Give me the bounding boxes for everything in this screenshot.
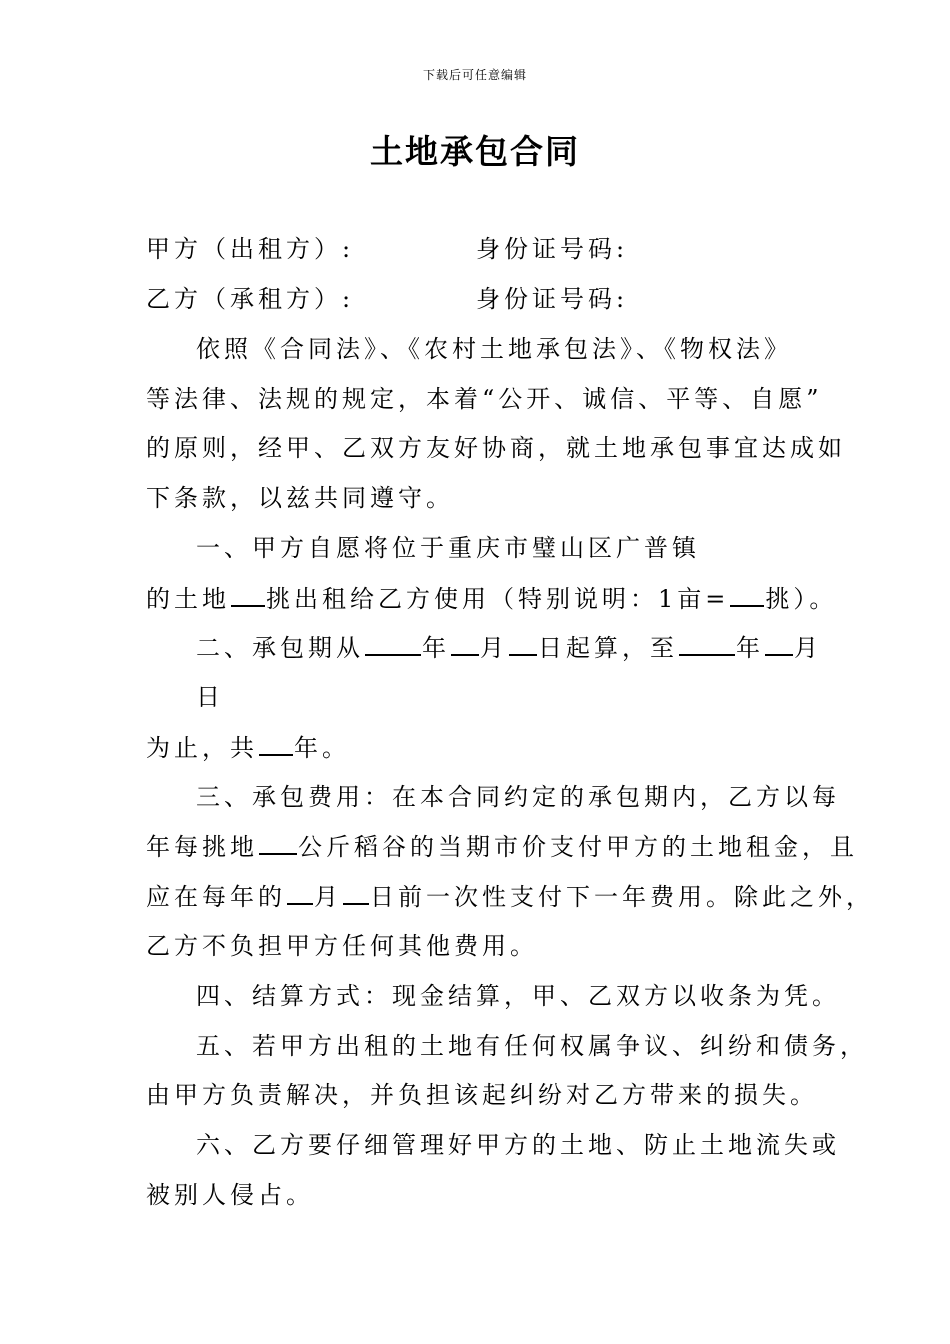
clause-3-line: 三、承包费用：在本合同约定的承包期内，乙方以每 — [196, 783, 840, 811]
clause-2-text: 月 — [480, 634, 508, 662]
party-a-label: 甲方（出租方）: — [146, 235, 355, 263]
blank-field — [259, 732, 293, 756]
clause-3-line — [146, 881, 874, 912]
preamble-line: 等法律、法规的规定，本着“公开、诚信、平等、自愿” — [146, 385, 823, 413]
blank-field — [679, 632, 735, 656]
clause-3-line: 乙方不负担甲方任何其他费用。 — [146, 932, 538, 960]
clause-3-text: 公斤稻谷的当期市价支付甲方的土地租金，且 — [298, 833, 858, 861]
document-title: 土地承包合同 — [370, 132, 580, 171]
party-b-label: 乙方（承租方）: — [146, 285, 355, 313]
clause-3-text: 应在每年的 — [146, 883, 286, 911]
clause-1-line — [146, 583, 837, 614]
clause-5-line: 五、若甲方出租的土地有任何权属争议、纠纷和债务， — [196, 1032, 868, 1060]
blank-field — [451, 632, 479, 656]
header-note: 下载后可任意编辑 — [422, 68, 527, 82]
clause-1-text: 挑出租给乙方使用（特别说明：1亩= — [266, 585, 730, 613]
preamble-line: 下条款，以兹共同遵守。 — [146, 484, 454, 512]
preamble-line: 的原则，经甲、乙双方友好协商，就土地承包事宜达成如 — [146, 434, 846, 462]
clause-2-line — [196, 632, 822, 663]
clause-2-text: 年。 — [294, 734, 350, 762]
clause-6-line: 被别人侵占。 — [146, 1181, 314, 1209]
blank-field — [730, 583, 764, 607]
clause-2-text: 年 — [422, 634, 450, 662]
blank-field — [509, 632, 537, 656]
blank-field — [365, 632, 421, 656]
preamble-line: 依照《合同法》、《农村土地承包法》、《物权法》 — [196, 335, 792, 363]
clause-2-text: 为止，共 — [146, 734, 258, 762]
clause-1-text: 挑）。 — [765, 585, 838, 613]
clause-1-line: 一、甲方自愿将位于重庆市璧山区广普镇 — [196, 534, 700, 562]
party-a-id-label: 身份证号码: — [476, 235, 629, 263]
clause-1-text: 的土地 — [146, 585, 230, 613]
clause-5-line: 由甲方负责解决，并负担该起纠纷对乙方带来的损失。 — [146, 1081, 818, 1109]
clause-3-text: 日前一次性支付下一年费用。除此之外， — [370, 883, 874, 911]
blank-field — [231, 583, 265, 607]
clause-3-line — [146, 831, 858, 862]
clause-2-line: 日 — [196, 683, 224, 711]
clause-3-text: 年每挑地 — [146, 833, 258, 861]
clause-3-text: 月 — [314, 883, 342, 911]
clause-2-line — [146, 732, 350, 763]
clause-4-line: 四、结算方式：现金结算，甲、乙双方以收条为凭。 — [196, 982, 840, 1010]
clause-2-text: 二、承包期从 — [196, 634, 364, 662]
blank-field — [765, 632, 793, 656]
clause-2-text: 年 — [736, 634, 764, 662]
clause-2-text: 日起算，至 — [538, 634, 678, 662]
clause-2-text: 月 — [794, 634, 822, 662]
blank-field — [287, 881, 313, 905]
party-b-id-label: 身份证号码: — [476, 285, 629, 313]
blank-field — [343, 881, 369, 905]
blank-field — [259, 831, 297, 855]
clause-6-line: 六、乙方要仔细管理好甲方的土地、防止土地流失或 — [196, 1131, 840, 1159]
